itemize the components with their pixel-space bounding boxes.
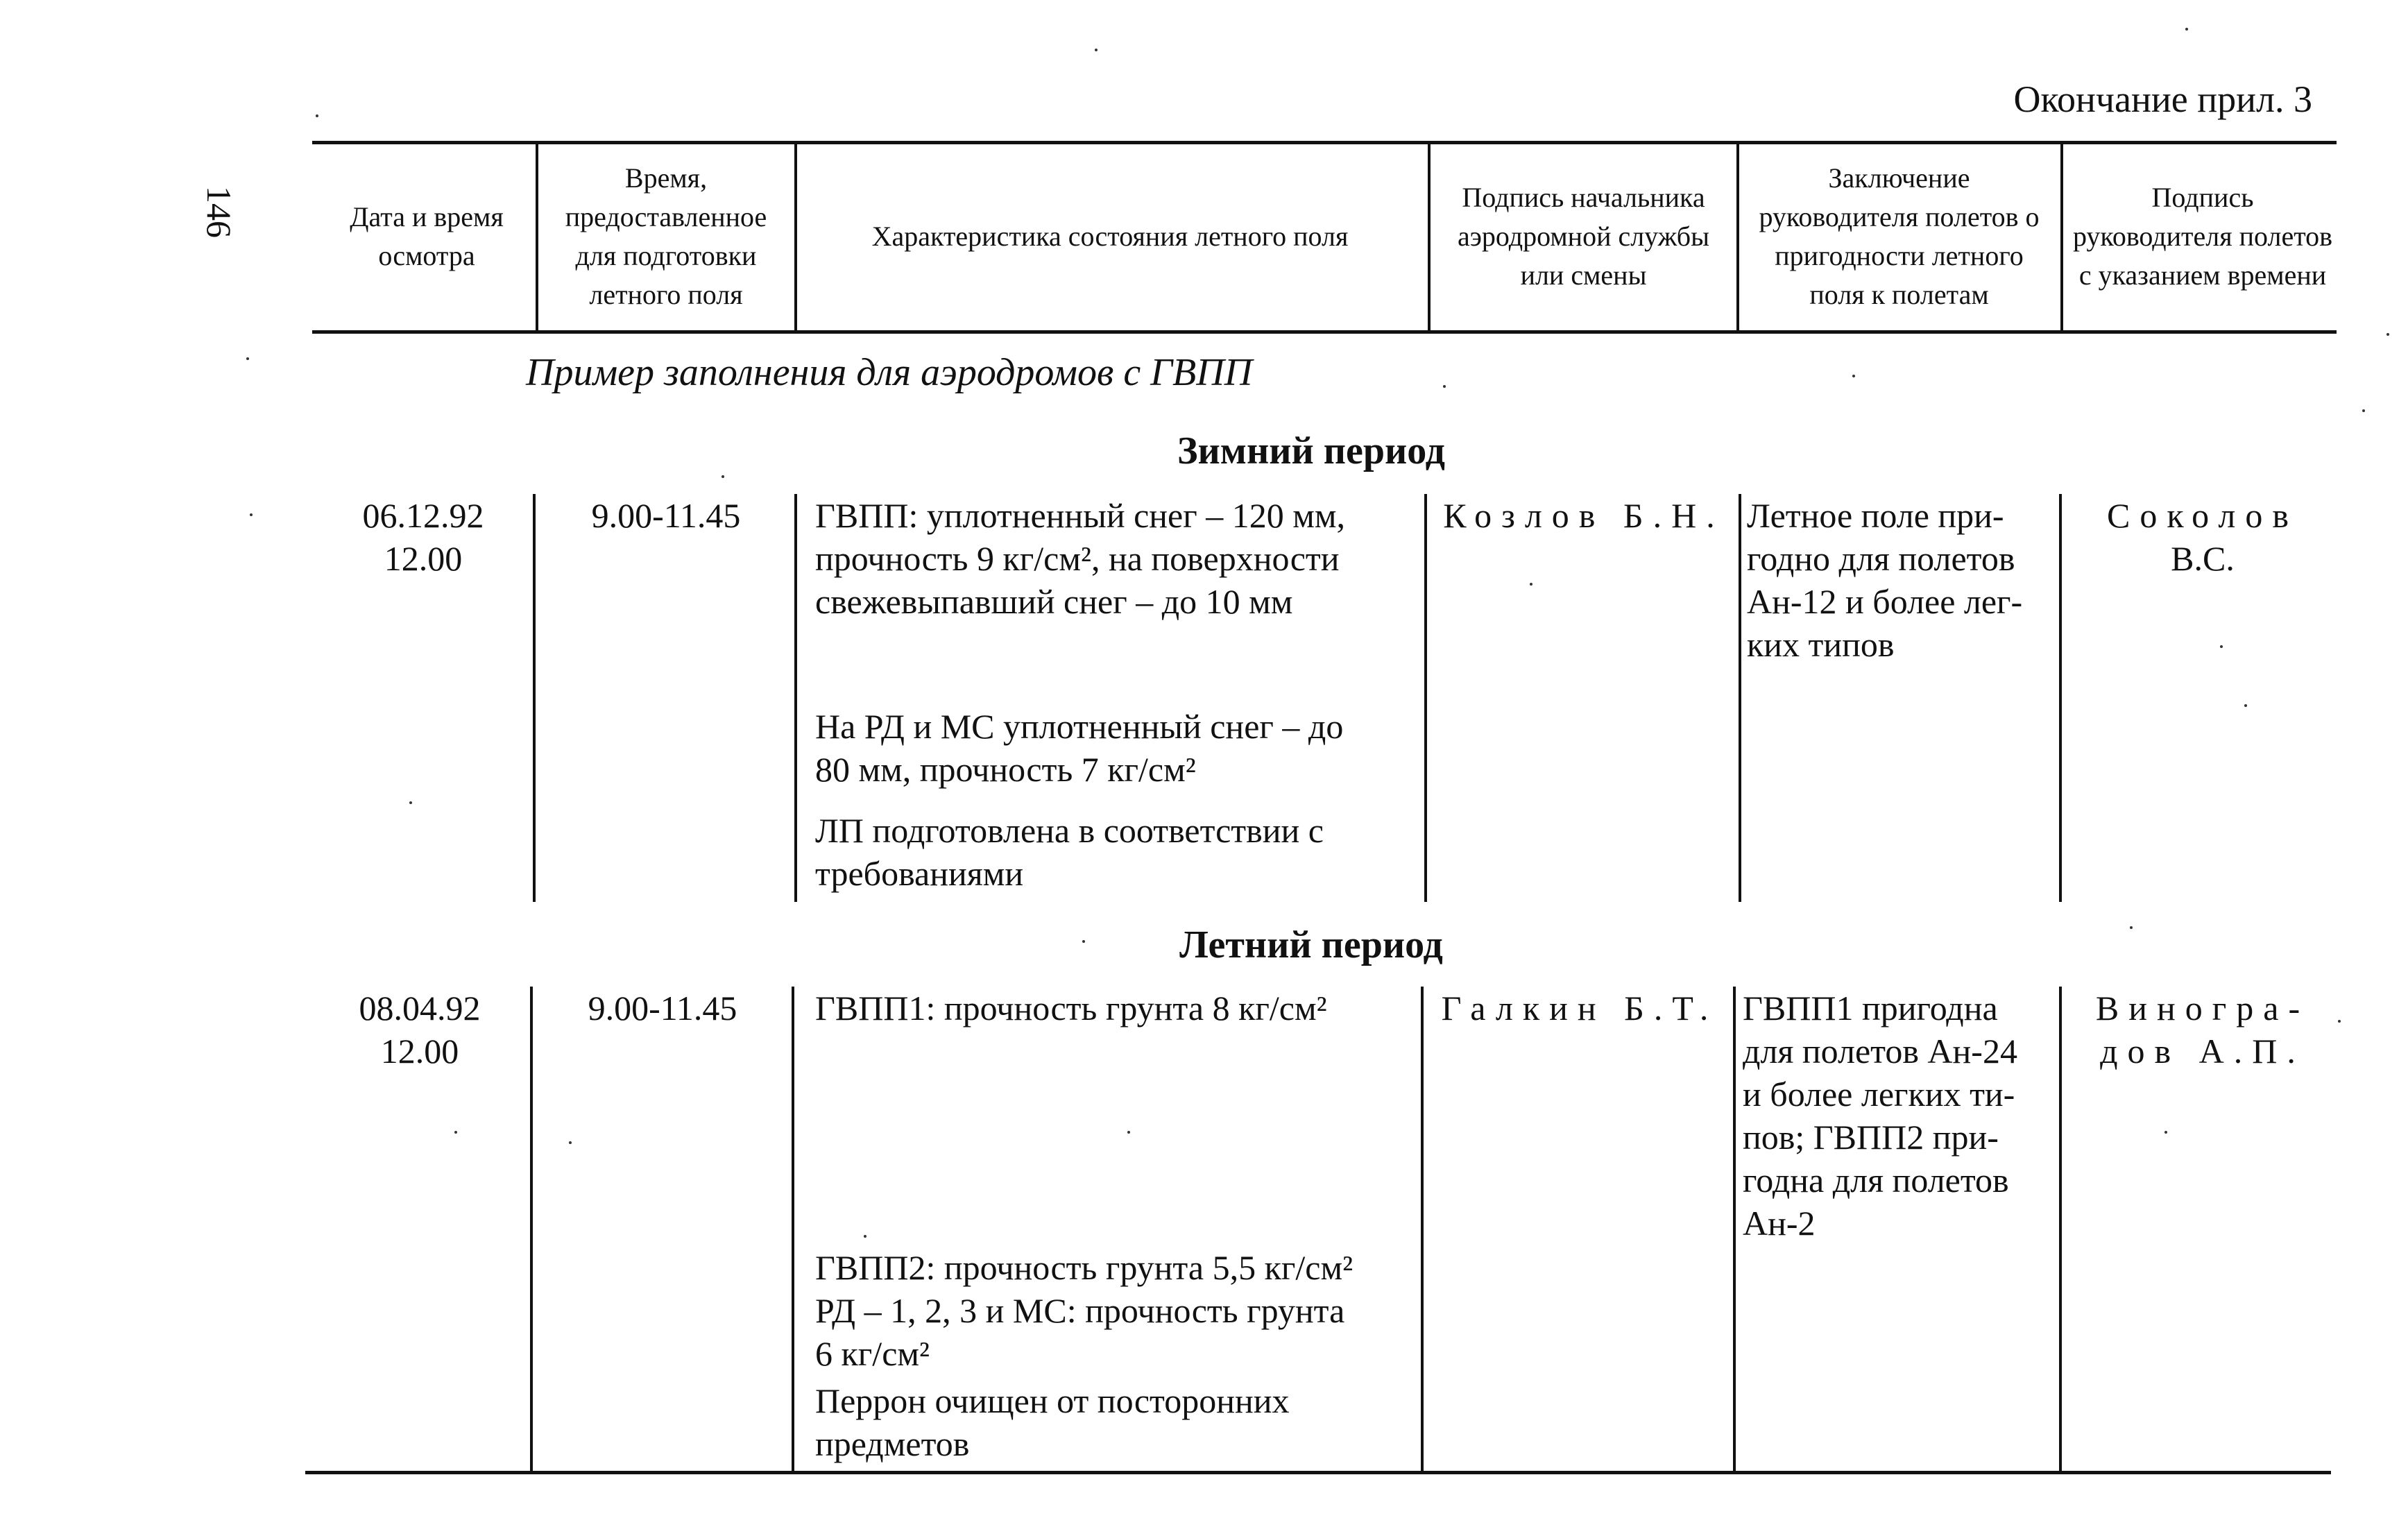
header-prep-time: Время, предоставленное для подготовки летного поля	[565, 162, 767, 310]
summer-director-line: Виногра-	[2095, 989, 2310, 1027]
summer-date: 08.04.92	[359, 989, 481, 1027]
winter-conclusion-line: годно для полетов	[1747, 539, 2015, 578]
summer-director	[2071, 987, 2334, 1073]
summer-char-line: ГВПП2: прочность грунта 5,5 кг/см²	[815, 1248, 1354, 1287]
header-divider	[1428, 143, 1431, 332]
winter-char-line: На РД и МС уплотненный снег – до	[815, 707, 1344, 746]
column-divider	[533, 494, 536, 902]
summer-conclusion	[1743, 987, 2055, 1245]
winter-char-line: свежевыпавший снег – до 10 мм	[815, 582, 1293, 621]
scan-speck	[1127, 1131, 1130, 1134]
summer-date-cell	[323, 987, 517, 1073]
winter-prep-time: 9.00-11.45	[591, 496, 741, 535]
scan-speck	[316, 114, 318, 117]
summer-field-state	[815, 987, 1412, 1465]
scan-speck	[864, 1235, 866, 1238]
summer-signer: Галкин Б.Т.	[1441, 989, 1718, 1027]
header-director-signature: Подпись руководителя полетов с указанием времени	[2072, 182, 2333, 291]
summer-char-line: 6 кг/см²	[815, 1334, 930, 1373]
summer-conclusion-line: пов; ГВПП2 при-	[1743, 1118, 1999, 1157]
summer-director-line: дов А.П.	[2100, 1032, 2305, 1071]
summer-date-time: 12.00	[380, 1032, 459, 1071]
winter-conclusion	[1747, 494, 2052, 666]
scan-speck	[2130, 926, 2133, 929]
header-divider	[536, 143, 538, 332]
winter-char-line: ГВПП: уплотненный снег – 120 мм,	[815, 496, 1346, 535]
table-bottom-rule	[305, 1471, 2331, 1474]
header-divider	[1736, 143, 1739, 332]
column-divider	[794, 494, 797, 902]
winter-date: 06.12.92	[362, 496, 484, 535]
scan-speck	[2220, 645, 2223, 648]
summer-char-line: РД – 1, 2, 3 и МС: прочность грунта	[815, 1291, 1345, 1330]
scan-speck	[2185, 28, 2188, 31]
summer-prep-time: 9.00-11.45	[588, 989, 737, 1027]
winter-conclusion-line: Летное поле при-	[1747, 496, 2004, 535]
scan-speck	[2386, 333, 2389, 336]
table-top-rule	[312, 141, 2337, 144]
scan-speck	[2244, 704, 2247, 707]
scan-speck	[454, 1131, 457, 1134]
scan-speck	[1443, 385, 1446, 388]
winter-conclusion-line: ких типов	[1747, 625, 1895, 664]
summer-char-line: Перрон очищен от посторонних	[815, 1381, 1290, 1420]
scan-speck	[2338, 1020, 2341, 1023]
winter-director-line: Соколов	[2106, 496, 2298, 535]
scan-speck	[1852, 375, 1855, 377]
scan-speck	[409, 801, 412, 804]
page-number: 146	[200, 186, 239, 238]
header-divider	[794, 143, 797, 332]
column-divider	[2059, 494, 2062, 902]
winter-director-line: В.С.	[2171, 539, 2235, 578]
winter-char-line: ЛП подготовлена в соответствии с	[815, 811, 1324, 850]
appendix-label: Окончание прил. 3	[2013, 78, 2312, 120]
column-divider	[1739, 494, 1741, 902]
winter-date-time: 12.00	[384, 539, 463, 578]
winter-char-line: прочность 9 кг/см², на поверхности	[815, 539, 1340, 578]
scan-speck	[2362, 409, 2365, 412]
summer-conclusion-line: для полетов Ан-24	[1743, 1032, 2017, 1071]
header-field-state: Характеристика состояния летного поля	[871, 221, 1349, 252]
winter-char-line: 80 мм, прочность 7 кг/см²	[815, 750, 1196, 789]
column-divider	[530, 987, 533, 1472]
winter-signer: Козлов Б.Н.	[1443, 496, 1725, 535]
scan-speck	[1095, 49, 1098, 51]
header-date: Дата и время осмотра	[350, 201, 504, 271]
header-service-signature: Подпись начальника аэродромной службы или смены	[1457, 182, 1709, 291]
summer-conclusion-line: Ан-2	[1743, 1204, 1816, 1243]
summer-char-line: предметов	[815, 1424, 970, 1463]
column-divider	[1733, 987, 1736, 1472]
scan-speck	[2164, 1131, 2167, 1134]
scan-speck	[569, 1141, 572, 1144]
winter-conclusion-line: Ан-12 и более лег-	[1747, 582, 2023, 621]
column-divider	[792, 987, 794, 1472]
scan-speck	[246, 357, 249, 360]
summer-conclusion-line: годна для полетов	[1743, 1161, 2009, 1200]
summer-conclusion-line: и более легких ти-	[1743, 1075, 2015, 1114]
summer-char-line: ГВПП1: прочность грунта 8 кг/см²	[815, 989, 1327, 1027]
column-divider	[1421, 987, 1424, 1472]
winter-field-state	[815, 494, 1412, 895]
scan-speck	[1082, 940, 1085, 943]
header-flight-conclusion: Заключение руководителя полетов о пригодности летного поля к полетам	[1759, 162, 2040, 310]
scan-speck	[250, 513, 253, 516]
winter-char-line: требованиями	[815, 854, 1024, 893]
column-divider	[1424, 494, 1427, 902]
scan-speck	[721, 475, 724, 478]
winter-date-cell	[326, 494, 520, 580]
scan-speck	[1530, 583, 1532, 586]
column-divider	[2059, 987, 2062, 1472]
header-divider	[2060, 143, 2063, 332]
example-title: Пример заполнения для аэродромов с ГВПП	[526, 351, 1253, 394]
winter-director	[2071, 494, 2334, 580]
summer-period-title: Летний период	[1179, 923, 1443, 966]
table-header-rule	[312, 330, 2337, 334]
summer-conclusion-line: ГВПП1 пригодна	[1743, 989, 1998, 1027]
winter-period-title: Зимний период	[1177, 429, 1445, 472]
